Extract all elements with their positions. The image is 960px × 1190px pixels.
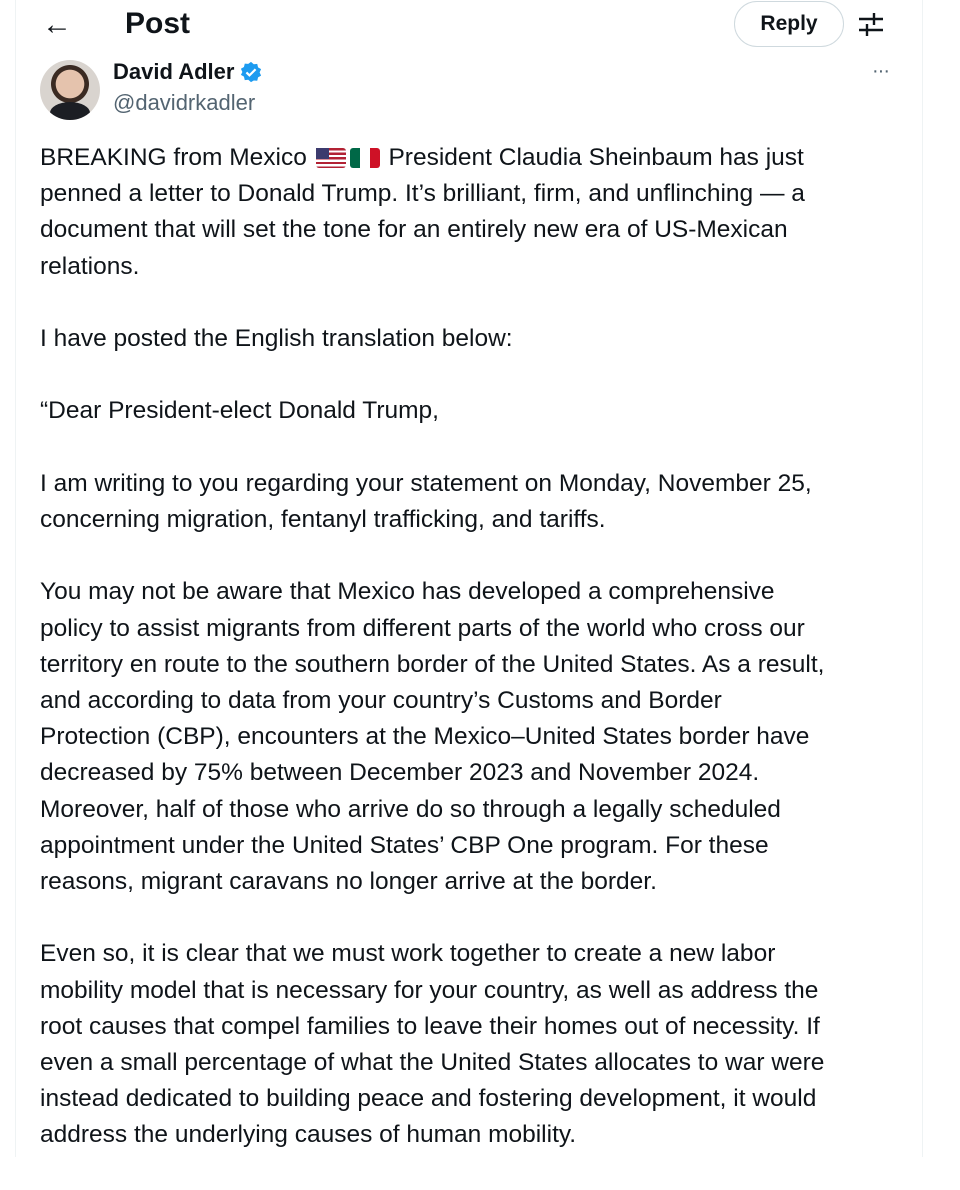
post-paragraph <box>40 321 920 357</box>
author-name-text: David Adler <box>113 59 235 84</box>
author-handle[interactable]: @davidrkadler <box>113 90 256 115</box>
us-flag-icon <box>316 148 346 168</box>
text-line: relations. <box>40 252 140 280</box>
text-line: Protection (CBP), encounters at the Mexico–United States border have <box>40 723 810 751</box>
text-line: reasons, migrant caravans no longer arrive at the border. <box>40 868 657 895</box>
back-arrow-icon[interactable]: ← <box>42 8 72 41</box>
text-line: decreased by 75% between December 2023 and November 2024. <box>40 759 760 787</box>
post-paragraph <box>40 936 920 1153</box>
post-paragraph <box>40 574 920 900</box>
text: President Claudia Sheinbaum has just <box>388 144 804 171</box>
text-line: and according to data from your country’s Customs and Border <box>40 686 722 714</box>
text-line: concerning migration, fentanyl trafficking, and tariffs. <box>40 505 606 533</box>
text-line: address the underlying causes of human mobility. <box>40 1121 577 1149</box>
post-paragraph <box>40 466 920 538</box>
page-title: Post <box>125 7 191 40</box>
text-line: penned a letter to Donald Trump. It’s brilliant, firm, and unflinching — a <box>40 180 805 208</box>
more-options-icon[interactable]: ··· <box>872 60 889 82</box>
post-paragraph <box>40 176 920 285</box>
post-first-line <box>40 140 920 176</box>
text-line: territory en route to the southern border of the United States. As a result, <box>40 650 825 678</box>
author-name[interactable] <box>113 59 262 85</box>
text-line: document that will set the tone for an entirely new era of US-Mexican <box>40 216 788 244</box>
text-line: instead dedicated to building peace and fostering development, it would <box>40 1085 817 1113</box>
settings-sliders-icon[interactable] <box>858 11 884 37</box>
text-line: Even so, it is clear that we must work together to create a new labor <box>40 940 776 968</box>
text-line: Moreover, half of those who arrive do so through a legally scheduled <box>40 795 781 823</box>
avatar[interactable] <box>40 60 100 120</box>
text-line: policy to assist migrants from different parts of the world who cross our <box>40 614 805 642</box>
mexico-flag-icon <box>350 148 380 168</box>
text-line: “Dear President-elect Donald Trump, <box>40 397 439 425</box>
text-line: appointment under the United States’ CBP One program. For these <box>40 831 769 859</box>
text: BREAKING from Mexico <box>40 144 307 171</box>
text-line: You may not be aware that Mexico has developed a comprehensive <box>40 578 775 606</box>
post-paragraph <box>40 393 920 429</box>
text-line: mobility model that is necessary for your country, as well as address the <box>40 976 819 1004</box>
verified-badge-icon <box>240 61 262 83</box>
text-line: I am writing to you regarding your statement on Monday, November 25, <box>40 469 812 497</box>
reply-button[interactable]: Reply <box>734 1 844 47</box>
text-line: even a small percentage of what the United States allocates to war were <box>40 1049 825 1076</box>
text-line: I have posted the English translation below: <box>40 325 513 352</box>
post-text <box>40 140 920 1190</box>
text-line: root causes that compel families to leave their homes out of necessity. If <box>40 1012 820 1040</box>
